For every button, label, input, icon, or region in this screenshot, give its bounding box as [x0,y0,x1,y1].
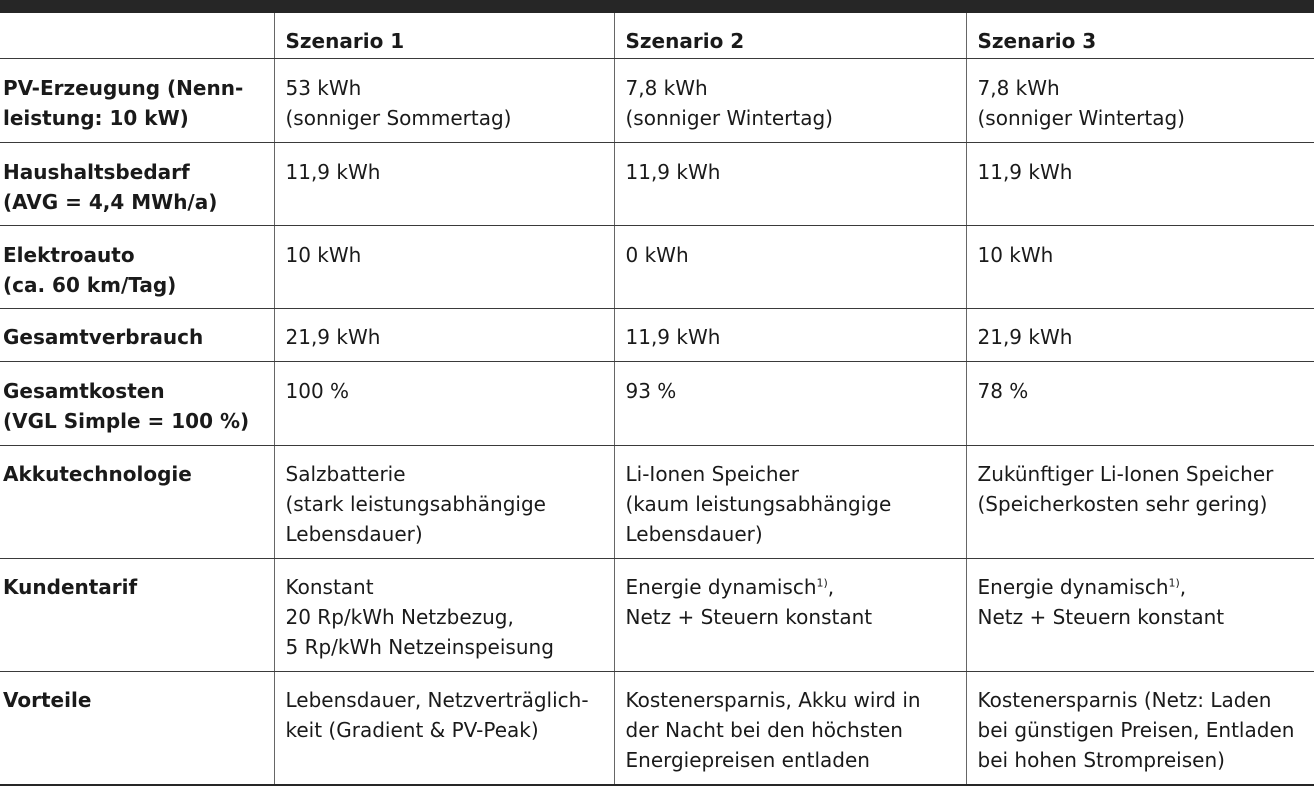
cell-line: (stark leistungsabhängige [285,492,546,516]
row-label-line: Gesamtverbrauch [3,325,204,349]
cell-pv-scenario-2 [614,59,966,143]
table-row-gesamtverbrauch [0,309,1314,362]
cell-line: Lebensdauer, Netzverträglich- [285,688,589,712]
cell-line: 11,9 kWh [625,325,721,349]
cell-line: 53 kWh [285,76,362,100]
footnote-marker: 1) [1168,576,1180,590]
cell-line: Energiepreisen entladen [625,748,870,772]
cell-kundentarif-scenario-2 [614,559,966,672]
cell-line: Kostenersparnis (Netz: Laden [977,688,1272,712]
row-label-line: Haushaltsbedarf [3,160,190,184]
cell-line: 21,9 kWh [285,325,381,349]
cell-text: , [827,575,835,599]
cell-line: 20 Rp/kWh Netzbezug, [285,605,514,629]
row-label-gesamtverbrauch [0,309,274,362]
header-scenario-3: Szenario 3 [966,7,1314,59]
row-label-line: Kundentarif [3,575,138,599]
cell-line: (sonniger Sommertag) [285,106,512,130]
cell-gesamtkosten-scenario-1 [274,362,614,446]
cell-line: 78 % [977,379,1029,403]
row-label-line: (AVG = 4,4 MWh/a) [3,190,218,214]
row-label-line: (VGL Simple = 100 %) [3,409,250,433]
cell-line: Zukünftiger Li-Ionen Speicher [977,462,1274,486]
cell-line [626,572,962,602]
header-scenario-2: Szenario 2 [614,7,966,59]
cell-line: 0 kWh [625,243,689,267]
table-row-pv-erzeugung [0,59,1314,143]
row-label-line: Gesamtkosten [3,379,165,403]
cell-line: 5 Rp/kWh Netzeinspeisung [285,635,554,659]
table-row-kundentarif [0,559,1314,672]
cell-kundentarif-scenario-3 [966,559,1314,672]
cell-akku-scenario-1 [274,446,614,559]
cell-gesamtkosten-scenario-3 [966,362,1314,446]
cell-line: 21,9 kWh [977,325,1073,349]
cell-text: Energie dynamisch [977,575,1169,599]
cell-line: Lebensdauer) [625,522,763,546]
cell-text: Energie dynamisch [625,575,817,599]
cell-haushalt-scenario-2 [614,143,966,226]
table-row-akkutechnologie [0,446,1314,559]
row-label-vorteile [0,672,274,785]
cell-line: 7,8 kWh [977,76,1060,100]
header-scenario-1: Szenario 1 [274,7,614,59]
cell-gesamtkosten-scenario-2 [614,362,966,446]
cell-line: (Speicherkosten sehr gering) [977,492,1268,516]
cell-pv-scenario-1 [274,59,614,143]
cell-line: Konstant [285,575,374,599]
cell-text: , [1179,575,1187,599]
row-label-akkutechnologie [0,446,274,559]
row-label-haushaltsbedarf [0,143,274,226]
cell-line: 100 % [285,379,350,403]
cell-line [978,572,1311,602]
cell-pv-scenario-3 [966,59,1314,143]
table-row-elektroauto [0,226,1314,309]
cell-line: bei hohen Strompreisen) [977,748,1225,772]
cell-line: 10 kWh [285,243,362,267]
cell-elektroauto-scenario-1 [274,226,614,309]
table-row-haushaltsbedarf [0,143,1314,226]
row-label-line: PV-Erzeugung (Nenn- [3,76,244,100]
row-label-pv-erzeugung [0,59,274,143]
table-row-vorteile [0,672,1314,785]
cell-elektroauto-scenario-3 [966,226,1314,309]
cell-line: 93 % [625,379,677,403]
cell-line: 10 kWh [977,243,1054,267]
row-label-line: Akkutechnologie [3,462,192,486]
table-row-gesamtkosten [0,362,1314,446]
cell-elektroauto-scenario-2 [614,226,966,309]
cell-gesamtverbrauch-scenario-3 [966,309,1314,362]
row-label-elektroauto [0,226,274,309]
cell-line: 11,9 kWh [285,160,381,184]
cell-line: 7,8 kWh [625,76,708,100]
cell-haushalt-scenario-1 [274,143,614,226]
cell-akku-scenario-2 [614,446,966,559]
cell-line: der Nacht bei den höchsten [625,718,903,742]
cell-line: Salzbatterie [285,462,406,486]
cell-haushalt-scenario-3 [966,143,1314,226]
cell-kundentarif-scenario-1 [274,559,614,672]
row-label-kundentarif [0,559,274,672]
cell-line: Netz + Steuern konstant [625,605,873,629]
cell-line: keit (Gradient & PV-Peak) [285,718,539,742]
cell-line: 11,9 kWh [625,160,721,184]
cell-vorteile-scenario-1 [274,672,614,785]
cell-gesamtverbrauch-scenario-1 [274,309,614,362]
header-row [0,7,1314,59]
cell-line: Lebensdauer) [285,522,423,546]
cell-line: 11,9 kWh [977,160,1073,184]
cell-line: (sonniger Wintertag) [977,106,1185,130]
cell-line: (sonniger Wintertag) [625,106,833,130]
cell-line: Li-Ionen Speicher [625,462,800,486]
row-label-gesamtkosten [0,362,274,446]
cell-gesamtverbrauch-scenario-2 [614,309,966,362]
row-label-line: leistung: 10 kW) [3,106,189,130]
cell-line: (kaum leistungsabhängige [625,492,892,516]
cell-akku-scenario-3 [966,446,1314,559]
cell-vorteile-scenario-3 [966,672,1314,785]
cell-line: Netz + Steuern konstant [977,605,1225,629]
cell-line: Kostenersparnis, Akku wird in [625,688,921,712]
cell-line: bei günstigen Preisen, Entladen [977,718,1295,742]
footnote-marker: 1) [816,576,828,590]
row-label-line: Elektroauto [3,243,135,267]
row-label-line: Vorteile [3,688,92,712]
cell-vorteile-scenario-2 [614,672,966,785]
row-label-line: (ca. 60 km/Tag) [3,273,177,297]
header-corner-cell [0,7,274,59]
